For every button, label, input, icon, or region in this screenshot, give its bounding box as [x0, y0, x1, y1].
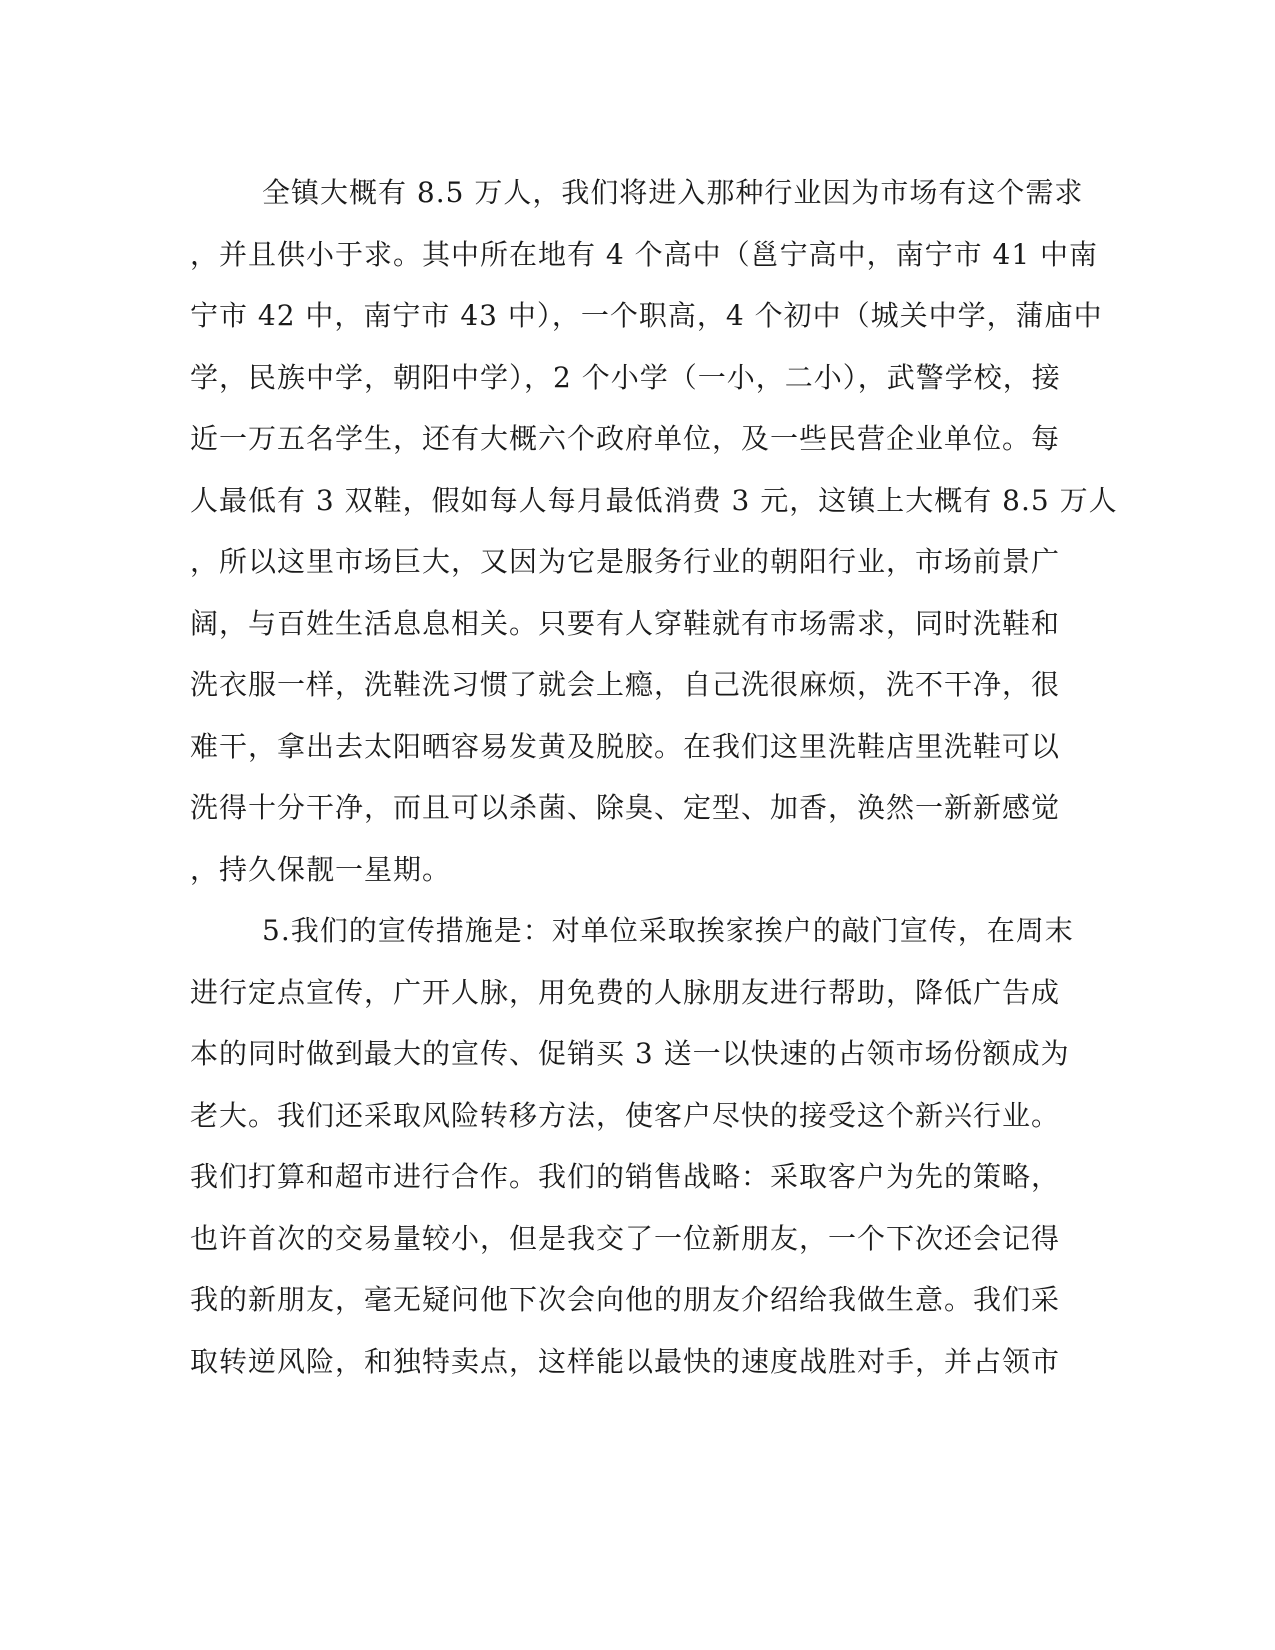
paragraph-promotion-strategy [190, 900, 1082, 1392]
text-line: 洗得十分干净，而且可以杀菌、除臭、定型、加香，涣然一新新感觉 [190, 791, 1061, 824]
text-line: 取转逆风险，和独特卖点，这样能以最快的速度战胜对手，并占领市 [190, 1344, 1061, 1378]
text-line: 我的新朋友，毫无疑问他下次会向他的朋友介绍给我做生意。我们采 [190, 1283, 1061, 1316]
text-line: ，持久保靓一星期。 [190, 852, 452, 886]
document-body [190, 162, 1118, 1392]
text-line: 人最低有 3 双鞋，假如每人每月最低消费 3 元，这镇上大概有 8.5 万人 [190, 483, 1118, 517]
text-line: 进行定点宣传，广开人脉，用免费的人脉朋友进行帮助，降低广告成 [190, 975, 1061, 1009]
text-line: 宁市 42 中，南宁市 43 中），一个职高，4 个初中（城关中学，蒲庙中 [190, 299, 1103, 332]
text-line: 近一万五名学生，还有大概六个政府单位，及一些民营企业单位。每 [190, 422, 1061, 455]
text-line: 全镇大概有 8.5 万人，我们将进入那种行业因为市场有这个需求 [262, 176, 1084, 209]
text-line: 本的同时做到最大的宣传、促销买 3 送一以快速的占领市场份额成为 [190, 1037, 1070, 1070]
text-line: 老大。我们还采取风险转移方法，使客户尽快的接受这个新兴行业。 [190, 1098, 1061, 1132]
text-line: 5.我们的宣传措施是：对单位采取挨家挨户的敲门宣传，在周末 [262, 914, 1074, 947]
text-line: 学，民族中学，朝阳中学），2 个小学（一小，二小），武警学校，接 [190, 360, 1061, 394]
text-line: 难干，拿出去太阳晒容易发黄及脱胶。在我们这里洗鞋店里洗鞋可以 [190, 729, 1061, 763]
text-line: ，并且供小于求。其中所在地有 4 个高中（邕宁高中，南宁市 41 中南 [190, 237, 1099, 271]
text-line: 我们打算和超市进行合作。我们的销售战略：采取客户为先的策略， [190, 1160, 1061, 1193]
text-line: 洗衣服一样，洗鞋洗习惯了就会上瘾，自己洗很麻烦，洗不干净，很 [190, 668, 1061, 701]
text-line: 也许首次的交易量较小，但是我交了一位新朋友，一个下次还会记得 [190, 1221, 1061, 1255]
text-line: 阔，与百姓生活息息相关。只要有人穿鞋就有市场需求，同时洗鞋和 [190, 606, 1061, 640]
paragraph-market-analysis [190, 162, 1118, 900]
text-line: ，所以这里市场巨大，又因为它是服务行业的朝阳行业，市场前景广 [190, 545, 1061, 578]
